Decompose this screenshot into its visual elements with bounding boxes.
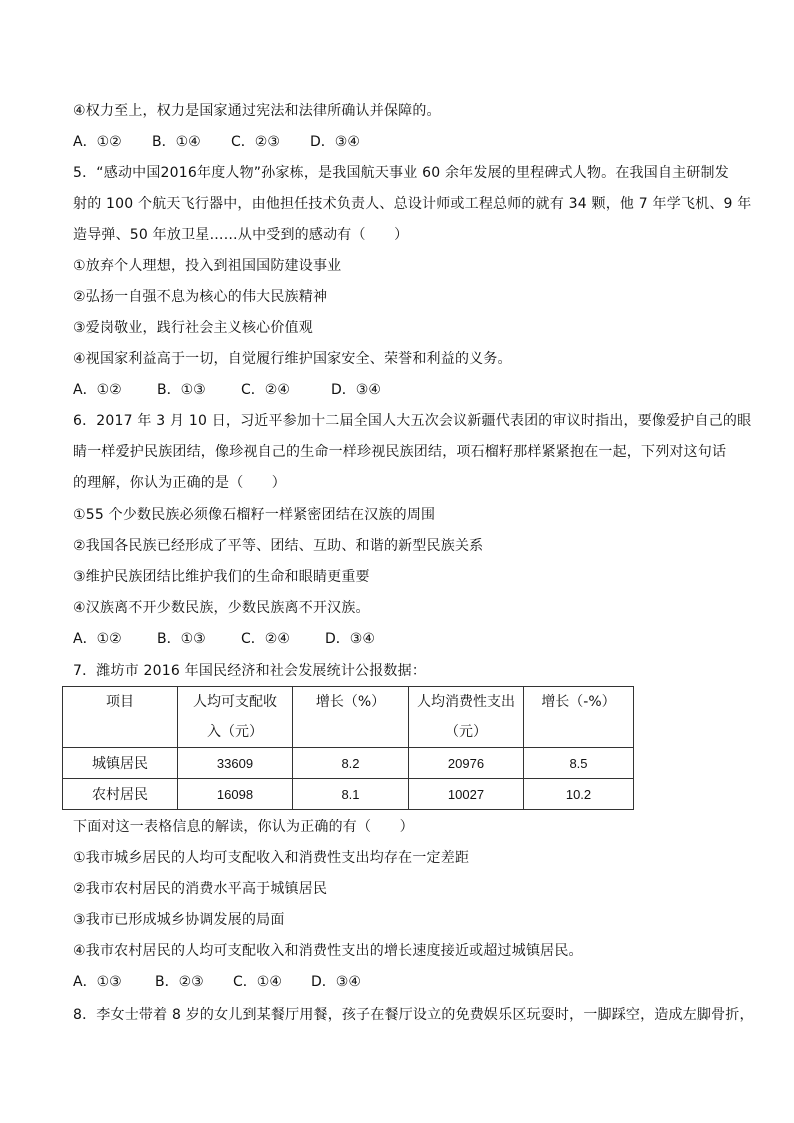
q4-option-d: D．③④ [310, 134, 360, 150]
rural-income: 16098 [178, 779, 293, 810]
q6-statement-2: ②我国各民族已经形成了平等、团结、互助、和谐的新型民族关系 [73, 538, 484, 554]
q4-option-a: A．①② [73, 134, 122, 150]
q6-stem-line-2: 睛一样爱护民族团结，像珍视自己的生命一样珍视民族团结，项石榴籽那样紧紧抱在一起，下列对这句话 [73, 444, 727, 460]
header-spending-line1: 人均消费性支出 [417, 694, 515, 710]
q7-question: 下面对这一表格信息的解读，你认为正确的有（ ） [73, 819, 414, 835]
q6-option-d: D．③④ [325, 631, 375, 647]
q4-option-c: C．②③ [231, 134, 280, 150]
q7-stem: 7．潍坊市 2016 年国民经济和社会发展统计公报数据： [73, 663, 427, 679]
urban-income-growth: 8.2 [293, 748, 409, 779]
q7-option-b: B．②③ [155, 974, 204, 990]
q7-statement-2: ②我市农村居民的消费水平高于城镇居民 [73, 881, 328, 897]
header-income-growth: 增长（%） [293, 687, 409, 748]
header-income-line1: 人均可支配收 [193, 694, 277, 710]
header-income [178, 687, 293, 748]
q5-statement-2: ②弘扬一自强不息为核心的伟大民族精神 [73, 289, 328, 305]
q6-stem-line-1: 6．2017 年 3 月 10 日，习近平参加十二届全国人大五次会议新疆代表团的审议时指出，要像爱护自己的眼 [73, 413, 752, 429]
q8-stem-line-1: 8．李女士带着 8 岁的女儿到某餐厅用餐，孩子在餐厅设立的免费娱乐区玩耍时，一脚踩空，造成左脚骨折， [73, 1007, 754, 1023]
q5-option-c: C．②④ [241, 382, 290, 398]
header-item: 项目 [63, 687, 178, 748]
urban-income: 33609 [178, 748, 293, 779]
q6-option-b: B．①③ [157, 631, 206, 647]
q7-statement-1: ①我市城乡居民的人均可支配收入和消费性支出均存在一定差距 [73, 850, 470, 866]
rural-spending: 10027 [409, 779, 524, 810]
q5-option-a: A．①② [73, 382, 122, 398]
row-label-urban: 城镇居民 [63, 748, 178, 779]
q4-statement-4: ④权力至上，权力是国家通过宪法和法律所确认并保障的。 [73, 103, 441, 119]
stats-table [62, 686, 634, 810]
rural-income-growth: 8.1 [293, 779, 409, 810]
table-row [63, 779, 634, 810]
q5-statement-3: ③爱岗敬业，践行社会主义核心价值观 [73, 320, 313, 336]
q5-option-b: B．①③ [157, 382, 206, 398]
q7-option-d: D．③④ [311, 974, 361, 990]
q6-stem-line-3: 的理解，你认为正确的是（ ） [73, 475, 286, 491]
q4-option-b: B．①④ [152, 134, 201, 150]
table-row [63, 748, 634, 779]
q5-stem-line-3: 造导弹、50 年放卫星……从中受到的感动有（ ） [73, 227, 409, 243]
q6-option-a: A．①② [73, 631, 122, 647]
q7-option-a: A．①③ [73, 974, 122, 990]
header-income-line2: 入（元） [207, 724, 263, 740]
q5-stem-line-1: 5．“感动中国2016年度人物”孙家栋，是我国航天事业 60 余年发展的里程碑式人物。在我国自主研制发 [73, 165, 729, 181]
header-spending-line2: （元） [445, 724, 487, 740]
q4-options [73, 133, 360, 151]
q7-option-c: C．①④ [233, 974, 282, 990]
table-header-row [63, 687, 634, 748]
row-label-rural: 农村居民 [63, 779, 178, 810]
urban-spending-growth: 8.5 [524, 748, 634, 779]
q6-statement-4: ④汉族离不开少数民族，少数民族离不开汉族。 [73, 600, 370, 616]
header-spending [409, 687, 524, 748]
q5-statement-1: ①放弃个人理想，投入到祖国国防建设事业 [73, 258, 342, 274]
q7-statement-3: ③我市已形成城乡协调发展的局面 [73, 912, 285, 928]
q6-option-c: C．②④ [241, 631, 290, 647]
q7-options [73, 973, 361, 991]
urban-spending: 20976 [409, 748, 524, 779]
q5-statement-4: ④视国家利益高于一切，自觉履行维护国家安全、荣誉和利益的义务。 [73, 351, 512, 367]
q6-options [73, 630, 375, 648]
header-spending-growth: 增长（-%） [524, 687, 634, 748]
q6-statement-3: ③维护民族团结比维护我们的生命和眼睛更重要 [73, 569, 370, 585]
q5-stem-line-2: 射的 100 个航天飞行器中，由他担任技术负责人、总设计师或工程总师的就有 34 颗，他 7 年学飞机、9 年 [73, 196, 752, 212]
q6-statement-1: ①55 个少数民族必须像石榴籽一样紧密团结在汉族的周围 [73, 507, 436, 523]
rural-spending-growth: 10.2 [524, 779, 634, 810]
q5-option-d: D．③④ [331, 382, 381, 398]
q7-statement-4: ④我市农村居民的人均可支配收入和消费性支出的增长速度接近或超过城镇居民。 [73, 943, 583, 959]
q5-options [73, 381, 381, 399]
